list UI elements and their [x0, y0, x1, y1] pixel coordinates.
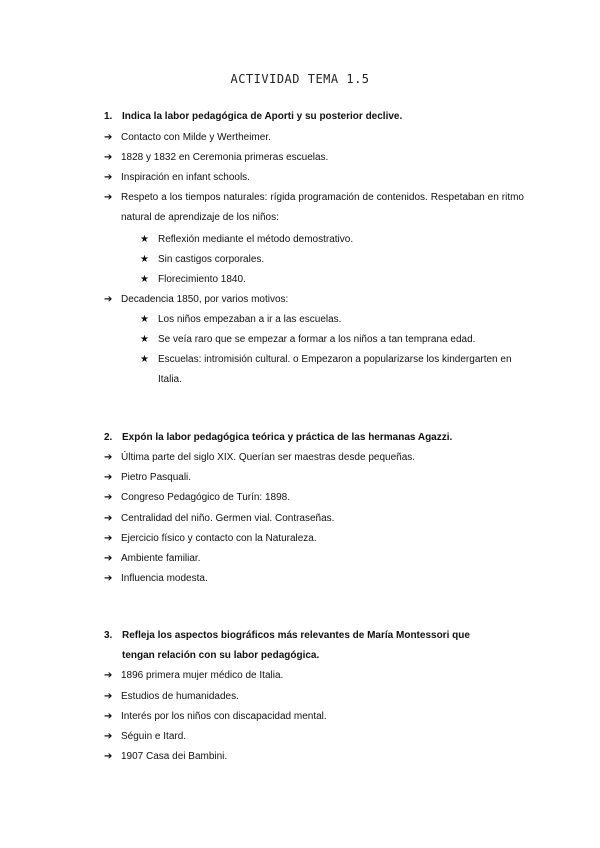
- sub-list-item: [140, 310, 520, 330]
- list-item: [104, 290, 524, 310]
- list-item: [104, 549, 524, 569]
- sub-list-item: [140, 250, 520, 270]
- sub-list-item-text: Reflexión mediante el método demostrativo.: [158, 234, 354, 245]
- arrow-icon: ➔: [104, 513, 113, 524]
- question-number: 2.: [104, 432, 113, 443]
- list-item: [104, 488, 524, 508]
- question-3: [104, 626, 502, 666]
- arrow-icon: ➔: [104, 731, 113, 742]
- list-item: [104, 148, 524, 168]
- list-item-text: Influencia modesta.: [121, 573, 208, 584]
- list-item-text: Pietro Pasquali.: [121, 472, 192, 483]
- arrow-icon: ➔: [104, 294, 113, 305]
- list-item-text: 1828 y 1832 en Ceremonia primeras escuelas.: [121, 152, 329, 163]
- arrow-icon: ➔: [104, 492, 113, 503]
- list-item: [104, 666, 524, 686]
- list-item-text: Última parte del siglo XIX. Querían ser maestras desde pequeñas.: [121, 452, 416, 463]
- list-item-text: Interés por los niños con discapacidad mental.: [121, 711, 327, 722]
- list-item: [104, 168, 524, 188]
- sub-list-item-text: Los niños empezaban a ir a las escuelas.: [158, 314, 342, 325]
- arrow-icon: ➔: [104, 691, 113, 702]
- list-item-text: Centralidad del niño. Germen vial. Contraseñas.: [121, 513, 335, 524]
- arrow-icon: ➔: [104, 452, 113, 463]
- list-item: [104, 727, 524, 747]
- sub-list-item: [140, 270, 520, 290]
- list-item-text: Contacto con Milde y Wertheimer.: [121, 132, 271, 143]
- sub-list-item-text: Sin castigos corporales.: [158, 254, 265, 265]
- list-item-text: Séguin e Itard.: [121, 731, 187, 742]
- star-icon: ★: [140, 234, 149, 245]
- page-title: ACTIVIDAD TEMA 1.5: [230, 72, 370, 86]
- list-item-text: Respeto a los tiempos naturales: rígida programación de contenidos. Respetaban en ritmo natural de aprendizaje de los niños:: [121, 192, 524, 223]
- star-icon: ★: [140, 334, 149, 345]
- question-text: Expón la labor pedagógica teórica y práctica de las hermanas Agazzi.: [122, 432, 453, 443]
- arrow-icon: ➔: [104, 533, 113, 544]
- arrow-icon: ➔: [104, 192, 113, 203]
- arrow-icon: ➔: [104, 152, 113, 163]
- list-item: [104, 188, 524, 228]
- list-item: [104, 707, 524, 727]
- star-icon: ★: [140, 274, 149, 285]
- arrow-icon: ➔: [104, 670, 113, 681]
- arrow-icon: ➔: [104, 132, 113, 143]
- sub-list-item-text: Escuelas: intromisión cultural. o Empezaron a popularizarse los kindergarten en Italia.: [158, 354, 512, 385]
- list-item: [104, 509, 524, 529]
- question-2: [104, 428, 522, 448]
- sub-list-item: [140, 330, 520, 350]
- list-item-text: 1896 primera mujer médico de Italia.: [121, 670, 284, 681]
- list-item: [104, 529, 524, 549]
- list-item-text: Decadencia 1850, por varios motivos:: [121, 294, 289, 305]
- list-item-text: Estudios de humanidades.: [121, 691, 239, 702]
- list-item: [104, 747, 524, 767]
- star-icon: ★: [140, 354, 149, 365]
- list-item-text: Inspiración en infant schools.: [121, 172, 250, 183]
- question-text: Refleja los aspectos biográficos más relevantes de María Montessori que tengan relación con su labor pedagógica.: [122, 630, 470, 661]
- star-icon: ★: [140, 254, 149, 265]
- arrow-icon: ➔: [104, 751, 113, 762]
- question-number: 1.: [104, 111, 113, 122]
- sub-list-item: [140, 350, 512, 390]
- star-icon: ★: [140, 314, 149, 325]
- arrow-icon: ➔: [104, 172, 113, 183]
- list-item-text: Ambiente familiar.: [121, 553, 201, 564]
- list-item: [104, 468, 524, 488]
- list-item-text: Congreso Pedagógico de Turín: 1898.: [121, 492, 291, 503]
- arrow-icon: ➔: [104, 472, 113, 483]
- list-item-text: 1907 Casa dei Bambini.: [121, 751, 228, 762]
- sub-list-item-text: Se veía raro que se empezar a formar a los niños a tan temprana edad.: [158, 334, 476, 345]
- sub-list-item: [140, 230, 520, 250]
- arrow-icon: ➔: [104, 573, 113, 584]
- question-number: 3.: [104, 630, 113, 641]
- arrow-icon: ➔: [104, 553, 113, 564]
- list-item: [104, 687, 524, 707]
- list-item: [104, 569, 524, 589]
- list-item: [104, 128, 524, 148]
- list-item-text: Ejercicio físico y contacto con la Naturaleza.: [121, 533, 317, 544]
- arrow-icon: ➔: [104, 711, 113, 722]
- list-item: [104, 448, 524, 468]
- question-text: Indica la labor pedagógica de Aporti y su posterior declive.: [122, 111, 403, 122]
- question-1: [104, 107, 522, 127]
- sub-list-item-text: Florecimiento 1840.: [158, 274, 246, 285]
